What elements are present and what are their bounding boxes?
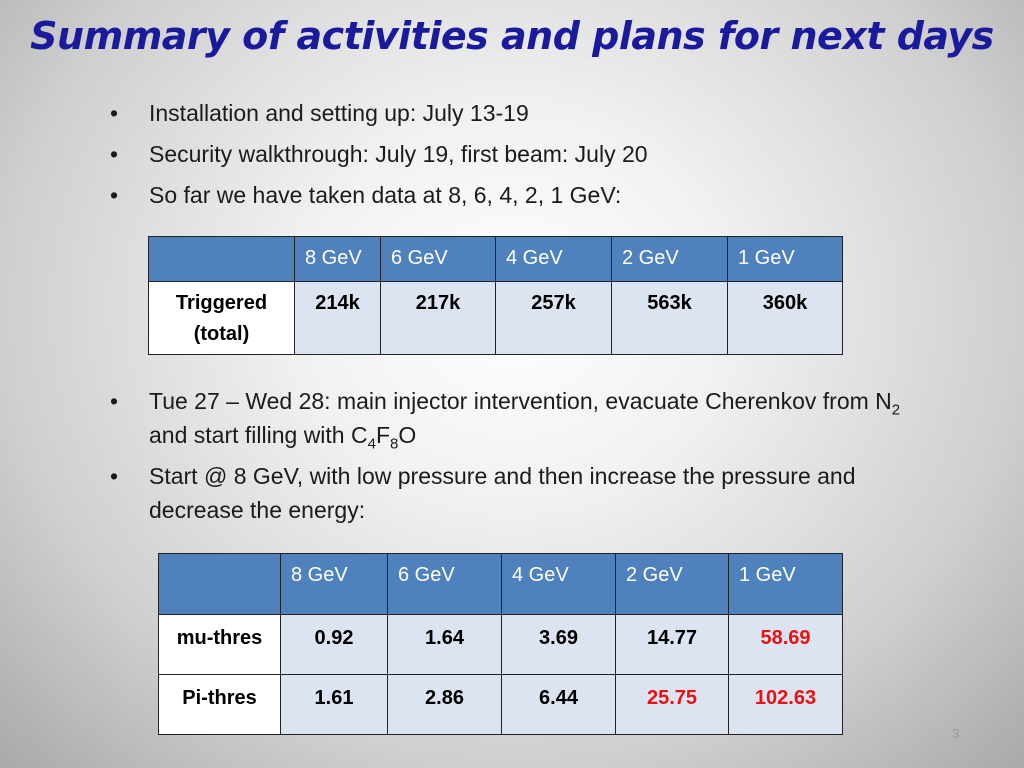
table-header-row [149, 237, 843, 282]
table-row [149, 282, 843, 355]
bullet-list-top [110, 96, 910, 219]
page-number: 3 [952, 726, 960, 741]
bullet-text: Security walkthrough: July 19, first beam: July 20 [149, 141, 648, 167]
row-label: Pi-thres [159, 675, 281, 735]
bullet-icon: • [110, 388, 119, 414]
table-row [159, 615, 843, 675]
header-cell: 1 GeV [729, 554, 843, 615]
table-cell-highlighted: 25.75 [616, 675, 729, 735]
table-cell-highlighted: 58.69 [729, 615, 843, 675]
header-cell: 6 GeV [388, 554, 502, 615]
bullet-text: Start @ 8 GeV, with low pressure and then increase the pressure and decrease the energy: [149, 463, 856, 523]
header-cell [159, 554, 281, 615]
slide-title: Summary of activities and plans for next days [30, 14, 994, 58]
bullet-item [110, 459, 930, 527]
row-label: Triggered (total) [149, 282, 295, 355]
table-cell-highlighted: 102.63 [729, 675, 843, 735]
bullet-item [110, 96, 910, 130]
table-cell: 3.69 [502, 615, 616, 675]
table-cell: 0.92 [281, 615, 388, 675]
table-cell: 1.64 [388, 615, 502, 675]
header-cell: 6 GeV [381, 237, 496, 282]
bullet-item [110, 178, 910, 212]
table-cell: 2.86 [388, 675, 502, 735]
header-cell: 4 GeV [502, 554, 616, 615]
bullet-icon: • [110, 141, 119, 167]
header-cell: 2 GeV [616, 554, 729, 615]
header-cell: 8 GeV [281, 554, 388, 615]
triggered-table [148, 236, 843, 355]
table-cell: 6.44 [502, 675, 616, 735]
bullet-text: Installation and setting up: July 13-19 [149, 100, 529, 126]
table-header-row [159, 554, 843, 615]
table-cell: 214k [295, 282, 381, 355]
table-cell: 360k [728, 282, 843, 355]
table-cell: 14.77 [616, 615, 729, 675]
bullet-list-bottom [110, 384, 930, 534]
table-cell: 217k [381, 282, 496, 355]
header-cell: 2 GeV [612, 237, 728, 282]
header-cell: 1 GeV [728, 237, 843, 282]
bullet-icon: • [110, 463, 119, 489]
bullet-item [110, 384, 930, 452]
row-label: mu-thres [159, 615, 281, 675]
table-cell: 563k [612, 282, 728, 355]
bullet-item [110, 137, 910, 171]
table-cell: 257k [496, 282, 612, 355]
threshold-table [158, 553, 843, 735]
bullet-text: Tue 27 – Wed 28: main injector intervention, evacuate Cherenkov from $N_2$ and start filling with $C_4F_8O$ [149, 388, 901, 453]
header-cell [149, 237, 295, 282]
header-cell: 4 GeV [496, 237, 612, 282]
header-cell: 8 GeV [295, 237, 381, 282]
table-cell: 1.61 [281, 675, 388, 735]
bullet-icon: • [110, 100, 119, 126]
bullet-icon: • [110, 182, 119, 208]
table-row [159, 675, 843, 735]
bullet-text: So far we have taken data at 8, 6, 4, 2, 1 GeV: [149, 182, 622, 208]
